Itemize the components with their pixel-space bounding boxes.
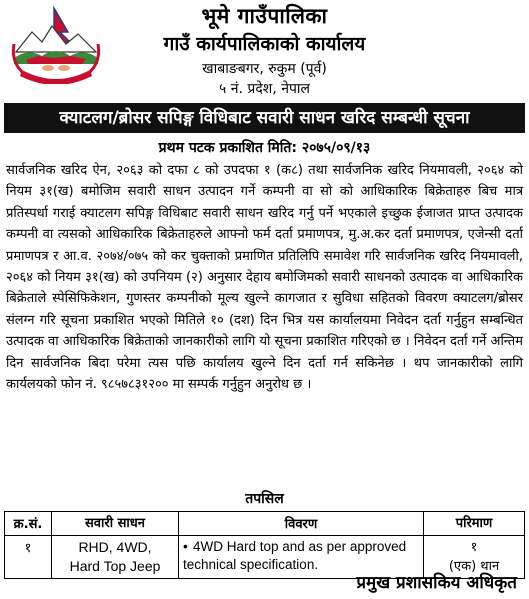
quantity-number: १ [470,540,478,555]
row-serial-no: १ [5,536,52,579]
letterhead [0,0,529,100]
notice-title: क्याटलग/ब्रोसर सपिङ्ग विधिबाट सवारी साधन खरिद सम्बन्धी सूचना [4,103,525,133]
header-vehicle: सवारी साधन [52,512,179,536]
schedule-label: तपसिल [245,491,284,507]
table-header-row [5,512,525,536]
province-name: ५ नं. प्रदेश, नेपाल [218,81,311,97]
publication-date: प्रथम पटक प्रकाशित मिति: २०७५/०९/१३ [158,140,371,156]
header-quantity: परिमाण [424,512,525,536]
schedule-table [4,511,525,579]
header-serial-no: क्र.सं. [5,512,52,536]
description-text: 4WD Hard top and as per approved technical specification. [183,539,407,572]
office-name: गाउँ कार्यपालिकाको कार्यालय [163,33,366,55]
row-vehicle [52,536,179,579]
office-address: खाबाङबगर, रुकुम (पूर्व) [202,61,327,77]
header-description: विवरण [179,512,424,536]
bullet-icon: • [183,539,188,554]
signatory-title: प्रमुख प्रशासकिय अधिकृत [356,573,517,593]
vehicle-line-1: RHD, 4WD, [78,539,152,555]
quantity-unit: (एक) थान [448,559,500,574]
municipality-name: भूमे गाउँपालिका [201,4,328,28]
notice-body: सार्वजनिक खरिद ऐन, २०६३ को दफा ८ को उपदफा १ (क८) तथा सार्वजनिक खरिद नियमावली, २०६४ को नियम ३१(ख) बमोजिम सवारी साधन उत्पादन गर्ने कम्पनी वा सो को आधिकारिक बिक्रेताहरु बिच मात्र प्रतिस्पर्धा गराई क्याटलग सपिङ्ग विधिबाट सवारी साधन खरिद गर्नु पर्ने भएकाले इच्छुक ईजाजत प्राप्त उत्पादक कम्पनी वा त्यसको आधिकारिक बिक्रेताहरुले आफ्नो फर्म दर्ता प्रमाणपत्र, मु.अ.कर दर्ता प्रमाणपत्र, एजेन्सी दर्ता प्रमाणपत्र र आ.व. २०७४/०७५ को कर चुक्ताको प्रमाणित प्रतिलिपि समावेश गरि सार्वजनिक खरिद नियमावली, २०६४ को नियम ३१(ख) को उपनियम (२) अनुसार देहाय बमोजिमको सवारी साधनको उत्पादक वा आधिकारिक बिक्रेताले स्पेसिफिकेशन, गुणस्तर कम्पनीको मूल्य खुल्ने कागजात र सुविधा सहितको विवरण क्याटलग/ब्रोसर संलग्न गरि सूचना प्रकाशित भएको मितिले १० (दश) दिन भित्र यस कार्यालयमा निवेदन दर्ता गर्नुहुन सम्बन्धित उत्पादक वा आधिकारिक बिक्रेताको जानकारीको लागि यो सूचना प्रकाशित गरिएको छ । निवेदन दर्ता गर्ने अन्तिम दिन सार्वजनिक बिदा परेमा त्यस पछि कार्यालय खुल्ने दिन दर्ता गर्न सकिनेछ । थप जानकारीको लागि कार्यलयको फोन नं. ९८५७८३१२०० मा सम्पर्क गर्नुहुन अनुरोध छ । [6,163,523,393]
vehicle-line-2: Hard Top Jeep [69,558,161,574]
